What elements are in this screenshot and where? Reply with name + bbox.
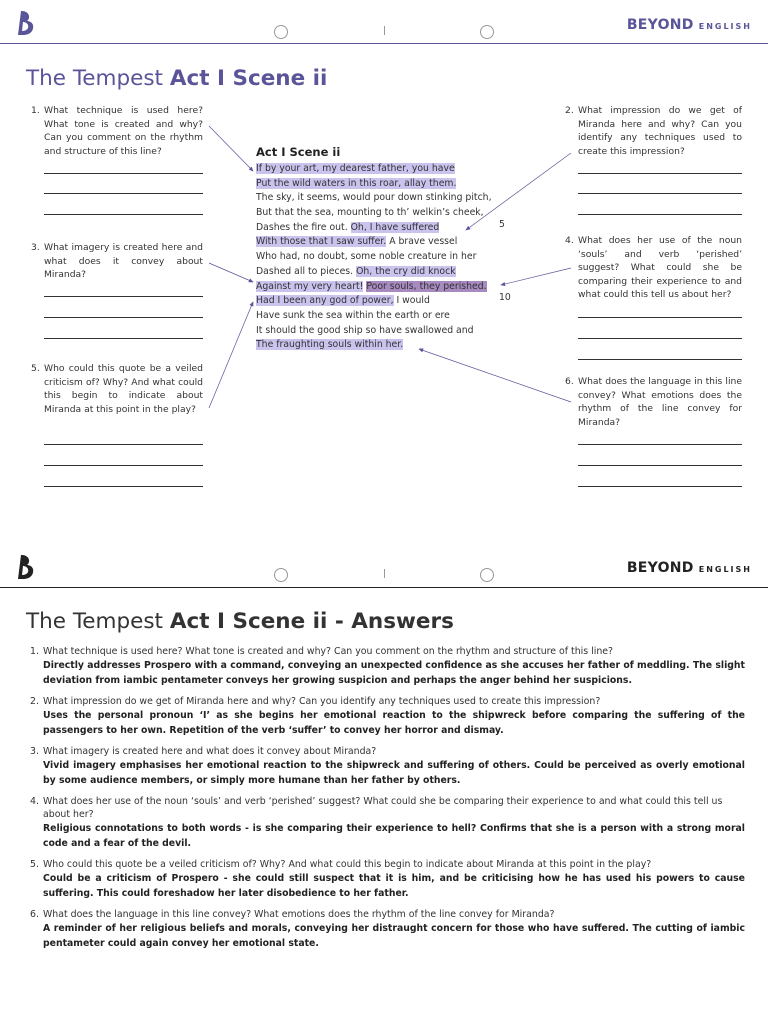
answer-text: A reminder of her religious beliefs and morals, conveying her distraught concern for those who have suffered. The cutting of iambic pentameter could again convey her emotional state. <box>43 923 745 949</box>
punch-hole-icon <box>274 568 288 582</box>
arrow-q1 <box>209 126 253 171</box>
beyond-logo-icon <box>15 554 35 580</box>
answer-question: 3. What imagery is created here and what does it convey about Miranda? <box>30 746 377 758</box>
punch-hole-icon <box>480 568 494 582</box>
answer-text: Could be a criticism of Prospero - she could still suspect that it is him, and be criticising how he has used his powers to cause suffering. This could foreshadow her later disobedience to her father. <box>43 873 745 899</box>
passage-line: The sky, it seems, would pour down stinking pitch, <box>256 192 492 204</box>
answer-text: Religious connotations to both words - is she comparing their experience to hell? Confirms that she is a person with a strong moral code and a fear of the devil. <box>43 823 745 849</box>
question-4: 4. What does her use of the noun ‘souls’ and verb ‘perished’ suggest? What could she be comparing their experience to and what could this tell us about her? <box>565 235 742 301</box>
header-rule <box>0 587 768 588</box>
question-1: 1. What technique is used here? What tone is created and why? Can you comment on the rhythm and structure of this line? <box>31 105 203 157</box>
answers-list <box>30 645 745 958</box>
answers-title: The Tempest Act I Scene ii - Answers <box>26 609 454 634</box>
passage-line: Dashed all to pieces. Oh, the cry did knock <box>256 265 456 277</box>
answer-text: Vivid imagery emphasises her emotional reaction to the shipwreck and suffering of others. Could be perceived as overly emotional by some audience members, or simply more humane than her father by others. <box>43 760 745 786</box>
passage-line: Dashes the fire out. Oh, I have suffered <box>256 221 440 233</box>
brand-sub: ENGLISH <box>698 22 752 31</box>
brand-name: BEYOND <box>626 560 694 576</box>
passage-line: But that the sea, mounting to th’ welkin’s cheek, <box>256 207 484 219</box>
page-title: The Tempest Act I Scene ii <box>26 66 328 91</box>
arrow-q3 <box>209 263 253 282</box>
passage-line: Put the wild waters in this roar, allay them. <box>256 177 457 189</box>
passage-heading: Act I Scene ii <box>256 145 341 159</box>
answer-text: Directly addresses Prospero with a command, conveying an unexpected confidence as she accuses her father of meddling. The slight deviation from iambic pentameter conveys her growing suspicion and perhaps the anger behind her suspicions. <box>43 660 745 686</box>
center-mark <box>384 569 385 578</box>
answer-question: 6. What does the language in this line convey? What emotions does the rhythm of the line convey for Miranda? <box>30 909 555 921</box>
arrow-q2 <box>466 153 571 230</box>
passage-line: Had I been any god of power, I would <box>256 295 430 307</box>
passage-line: With those that I saw suffer. A brave vessel <box>256 236 458 248</box>
passage-line: Who had, no doubt, some noble creature in her <box>256 251 477 263</box>
page-separator <box>0 520 768 543</box>
question-5: 5. Who could this quote be a veiled criticism of? Why? And what could this begin to indicate about Miranda at this point in the play? <box>31 363 203 415</box>
question-2: 2. What impression do we get of Miranda here and why? Can you identify any techniques used to create this impression? <box>565 105 742 157</box>
answer-question: 2. What impression do we get of Miranda here and why? Can you identify any techniques used to create this impression? <box>30 696 601 708</box>
arrow-q4 <box>501 268 571 285</box>
passage-line: It should the good ship so have swallowed and <box>256 324 474 336</box>
answer-question: 5. Who could this quote be a veiled criticism of? Why? And what could this begin to indicate about Miranda at this point in the play? <box>30 859 652 871</box>
passage-line: The fraughting souls within her. <box>256 339 404 351</box>
passage-line: Against my very heart! Poor souls, they perished. <box>256 280 487 292</box>
answer-text: Uses the personal pronoun ‘I’ as she begins her emotional reaction to the shipwreck before comparing the suffering of the passengers to her own. Repetition of the verb ‘suffer’ to convey her horror and dismay. <box>43 710 745 736</box>
passage-line: Have sunk the sea within the earth or ere <box>256 309 450 321</box>
brand-name: BEYOND <box>626 17 694 33</box>
arrow-q6 <box>419 349 571 402</box>
brand-wordmark <box>627 557 752 576</box>
answer-question: 1. What technique is used here? What tone is created and why? Can you comment on the rhythm and structure of this line? <box>30 646 614 657</box>
line-number: 5 <box>499 219 505 230</box>
brand-sub: ENGLISH <box>698 565 752 574</box>
answer-question: 4. What does her use of the noun ‘souls’ and verb ‘perished’ suggest? What could she be comparing their experience to and what could this tell us about her? <box>30 796 723 821</box>
question-3: 3. What imagery is created here and what does it convey about Miranda? <box>31 242 203 281</box>
passage-line: If by your art, my dearest father, you have <box>256 163 455 174</box>
arrow-q5 <box>209 302 253 408</box>
line-number: 10 <box>499 292 511 303</box>
question-6: 6. What does the language in this line convey? What emotions does the rhythm of the line convey for Miranda? <box>565 376 742 428</box>
